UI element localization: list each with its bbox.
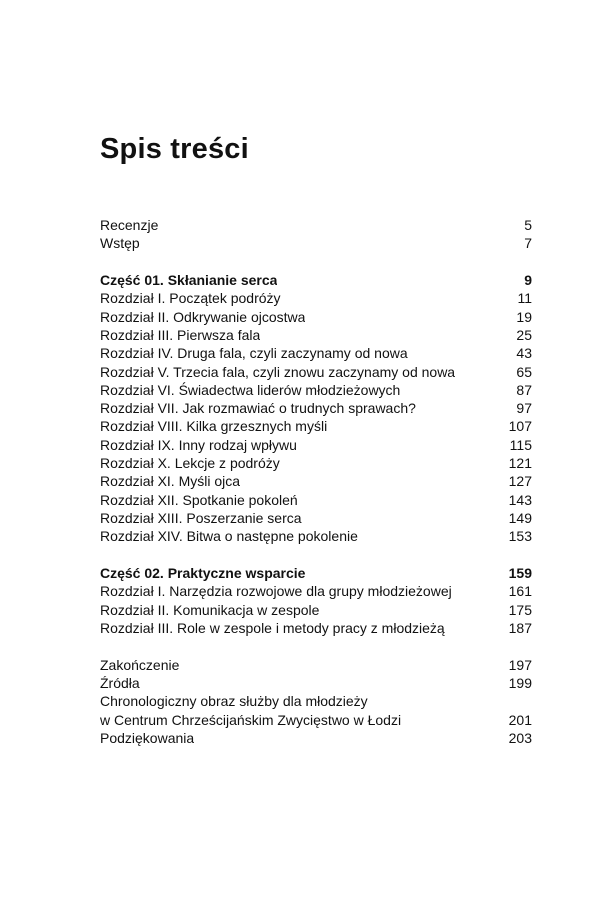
page-title: Spis treści xyxy=(100,133,249,165)
toc-entry-page: 7 xyxy=(524,235,532,252)
toc-entry-thanks[interactable] xyxy=(100,729,532,747)
toc-entry-page: 87 xyxy=(516,381,532,398)
toc-entry-reviews[interactable] xyxy=(100,216,532,234)
toc-entry-page: 199 xyxy=(508,675,532,692)
toc-entry-page: 203 xyxy=(508,729,532,746)
toc-entry-label: Rozdział II. Odkrywanie ojcostwa xyxy=(100,308,306,325)
toc-entry-page: 197 xyxy=(508,656,532,673)
toc-entry-page: 175 xyxy=(508,601,532,618)
toc-entry-part1-ch14[interactable] xyxy=(100,527,532,545)
toc-entry-page: 19 xyxy=(516,308,532,325)
toc-part-label: Część 01. Skłanianie serca xyxy=(100,272,278,289)
toc-entry-chronology-line2[interactable] xyxy=(100,711,532,729)
toc-entry-part2-ch2[interactable] xyxy=(100,601,532,619)
toc-entry-label: Rozdział II. Komunikacja w zespole xyxy=(100,601,320,618)
toc-entry-page: 43 xyxy=(516,345,532,362)
toc-entry-page: 201 xyxy=(508,711,532,728)
toc-entry-label: Rozdział VII. Jak rozmawiać o trudnych sprawach? xyxy=(100,400,416,417)
toc-entry-label: Rozdział I. Narzędzia rozwojowe dla grupy młodzieżowej xyxy=(100,583,452,600)
toc-entry-page: 121 xyxy=(508,455,532,472)
toc-entry-label: Rozdział IX. Inny rodzaj wpływu xyxy=(100,436,297,453)
toc-entry-part1-ch11[interactable] xyxy=(100,472,532,490)
toc-entry-page: 25 xyxy=(516,326,532,343)
toc-entry-page: 127 xyxy=(508,473,532,490)
toc-entry-label: w Centrum Chrześcijańskim Zwycięstwo w Łodzi xyxy=(100,711,402,728)
toc-part-label: Część 02. Praktyczne wsparcie xyxy=(100,565,306,582)
toc-entry-part1-ch12[interactable] xyxy=(100,491,532,509)
toc-part-1-heading[interactable] xyxy=(100,271,532,289)
toc-entry-label: Wstęp xyxy=(100,235,140,252)
toc-entry-part1-ch5[interactable] xyxy=(100,363,532,381)
toc-entry-part1-ch2[interactable] xyxy=(100,308,532,326)
toc-entry-label: Rozdział III. Role w zespole i metody pracy z młodzieżą xyxy=(100,619,445,636)
toc-entry-part1-ch7[interactable] xyxy=(100,399,532,417)
section-gap xyxy=(100,253,532,272)
toc-entry-page: 11 xyxy=(517,290,532,307)
toc-entry-sources[interactable] xyxy=(100,674,532,692)
toc-entry-label: Podziękowania xyxy=(100,729,195,746)
toc-entry-label: Rozdział XI. Myśli ojca xyxy=(100,473,241,490)
toc-entry-page: 107 xyxy=(508,418,532,435)
toc-entry-page: 115 xyxy=(509,436,532,453)
toc-entry-label: Źródła xyxy=(100,675,140,692)
toc-part-2-heading[interactable] xyxy=(100,564,532,582)
toc-part-page: 9 xyxy=(524,272,532,289)
table-of-contents xyxy=(100,216,532,747)
toc-part-page: 159 xyxy=(508,565,532,582)
toc-entry-label: Rozdział V. Trzecia fala, czyli znowu zaczynamy od nowa xyxy=(100,363,456,380)
toc-entry-label: Rozdział X. Lekcje z podróży xyxy=(100,455,280,472)
toc-entry-introduction[interactable] xyxy=(100,234,532,252)
toc-entry-label: Recenzje xyxy=(100,217,159,233)
toc-entry-label: Zakończenie xyxy=(100,656,180,673)
toc-entry-page: 187 xyxy=(508,619,532,636)
toc-entry-page: 65 xyxy=(516,363,532,380)
toc-entry-part1-ch6[interactable] xyxy=(100,381,532,399)
toc-entry-page: 97 xyxy=(516,400,532,417)
toc-entry-part2-ch3[interactable] xyxy=(100,619,532,637)
toc-entry-page: 153 xyxy=(508,528,532,545)
toc-entry-label: Rozdział XIII. Poszerzanie serca xyxy=(100,509,302,526)
toc-entry-label: Rozdział VIII. Kilka grzesznych myśli xyxy=(100,418,328,435)
toc-entry-part1-ch1[interactable] xyxy=(100,289,532,307)
toc-entry-part1-ch13[interactable] xyxy=(100,509,532,527)
section-gap xyxy=(100,546,532,565)
toc-entry-part1-ch9[interactable] xyxy=(100,436,532,454)
section-gap xyxy=(100,637,532,656)
toc-entry-part1-ch8[interactable] xyxy=(100,417,532,435)
toc-entry-label: Rozdział IV. Druga fala, czyli zaczynamy od nowa xyxy=(100,345,408,362)
toc-entry-part1-ch10[interactable] xyxy=(100,454,532,472)
toc-entry-part2-ch1[interactable] xyxy=(100,582,532,600)
toc-entry-label: Rozdział VI. Świadectwa liderów młodzieżowych xyxy=(100,381,401,398)
toc-entry-part1-ch3[interactable] xyxy=(100,326,532,344)
toc-entry-label: Rozdział XII. Spotkanie pokoleń xyxy=(100,491,298,508)
toc-entry-ending[interactable] xyxy=(100,656,532,674)
toc-entry-label: Rozdział I. Początek podróży xyxy=(100,290,281,307)
toc-entry-label: Rozdział III. Pierwsza fala xyxy=(100,326,261,343)
toc-entry-part1-ch4[interactable] xyxy=(100,344,532,362)
toc-entry-chronology-line1[interactable] xyxy=(100,692,532,710)
toc-entry-page: 161 xyxy=(508,583,532,600)
toc-entry-label: Rozdział XIV. Bitwa o następne pokolenie xyxy=(100,528,358,545)
toc-entry-page: 5 xyxy=(524,217,532,233)
toc-entry-label: Chronologiczny obraz służby dla młodzieży xyxy=(100,693,368,710)
toc-entry-page: 149 xyxy=(508,509,532,526)
toc-entry-page: 143 xyxy=(508,491,532,508)
